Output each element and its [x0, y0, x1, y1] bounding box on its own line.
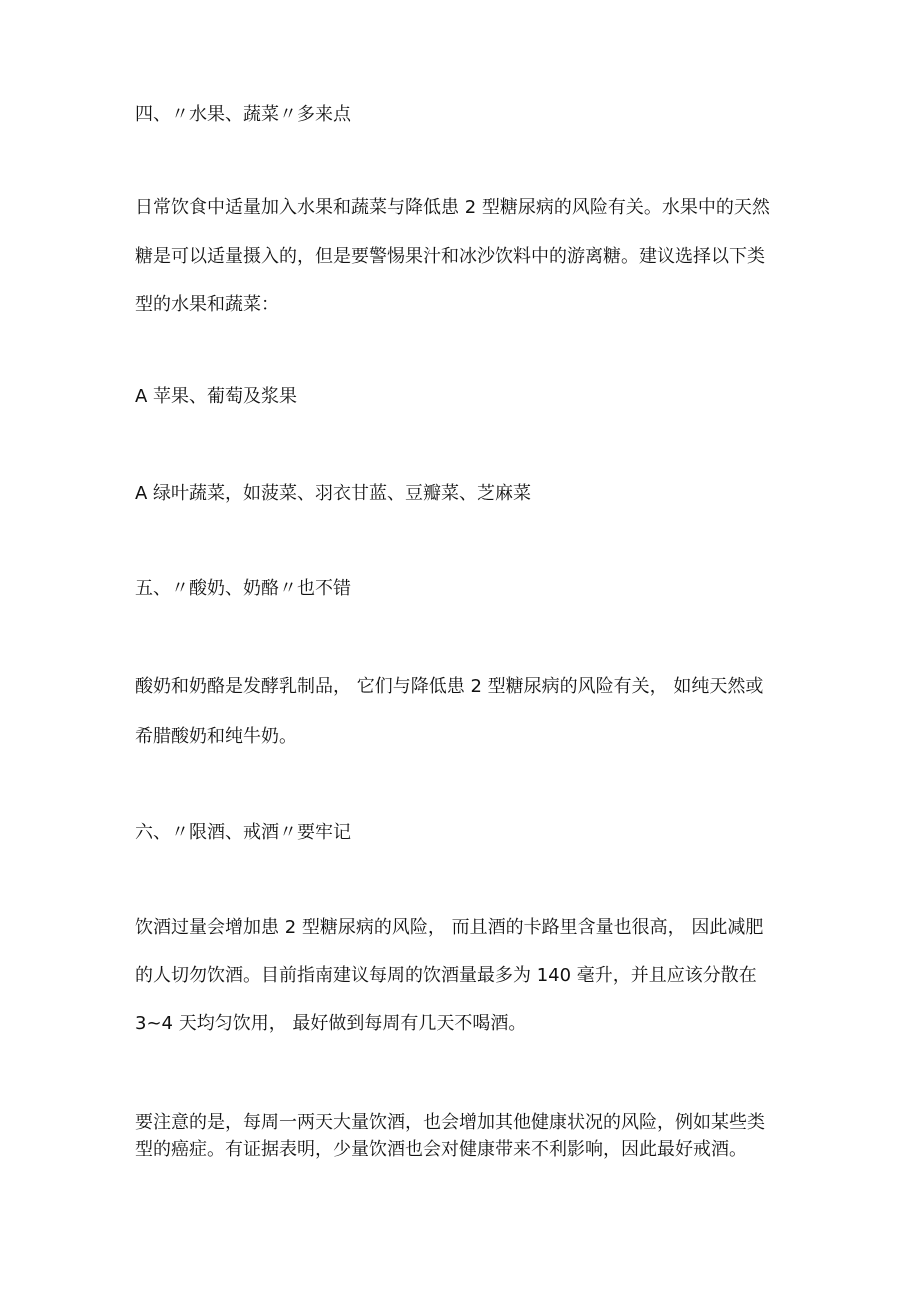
section-4-paragraph-line-3: 型的水果和蔬菜：: [135, 294, 279, 315]
section-5-paragraph-line-2: 希腊酸奶和纯牛奶。: [135, 726, 297, 747]
section-4-paragraph-line-2: 糖是可以适量摄入的，但是要警惕果汁和冰沙饮料中的游离糖。建议选择以下类: [135, 246, 765, 267]
section-4-list-item-1: A 苹果、葡萄及浆果: [135, 386, 298, 407]
section-4-paragraph-line-1: 日常饮食中适量加入水果和蔬菜与降低患 2 型糖尿病的风险有关。水果中的天然: [135, 197, 770, 218]
section-6-heading: 六、〃限酒、戒酒〃要牢记: [135, 822, 351, 843]
section-4-heading: 四、〃水果、蔬菜〃多来点: [135, 104, 351, 125]
section-4-list-item-2: A 绿叶蔬菜，如菠菜、羽衣甘蓝、豆瓣菜、芝麻菜: [135, 483, 532, 504]
section-6-paragraph-line-2: 的人切勿饮酒。目前指南建议每周的饮酒量最多为 140 毫升，并且应该分散在: [135, 965, 757, 986]
section-6-paragraph-line-3: 3~4 天均匀饮用， 最好做到每周有几天不喝酒。: [135, 1013, 527, 1034]
section-6-note-line-2: 型的癌症。有证据表明，少量饮酒也会对健康带来不利影响，因此最好戒酒。: [135, 1139, 747, 1160]
section-6-note-line-1: 要注意的是，每周一两天大量饮酒，也会增加其他健康状况的风险，例如某些类: [135, 1112, 765, 1133]
section-5-paragraph-line-1: 酸奶和奶酪是发酵乳制品， 它们与降低患 2 型糖尿病的风险有关， 如纯天然或: [135, 676, 764, 697]
section-5-heading: 五、〃酸奶、奶酪〃也不错: [135, 578, 351, 599]
section-6-paragraph-line-1: 饮酒过量会增加患 2 型糖尿病的风险， 而且酒的卡路里含量也很高， 因此减肥: [135, 917, 764, 938]
